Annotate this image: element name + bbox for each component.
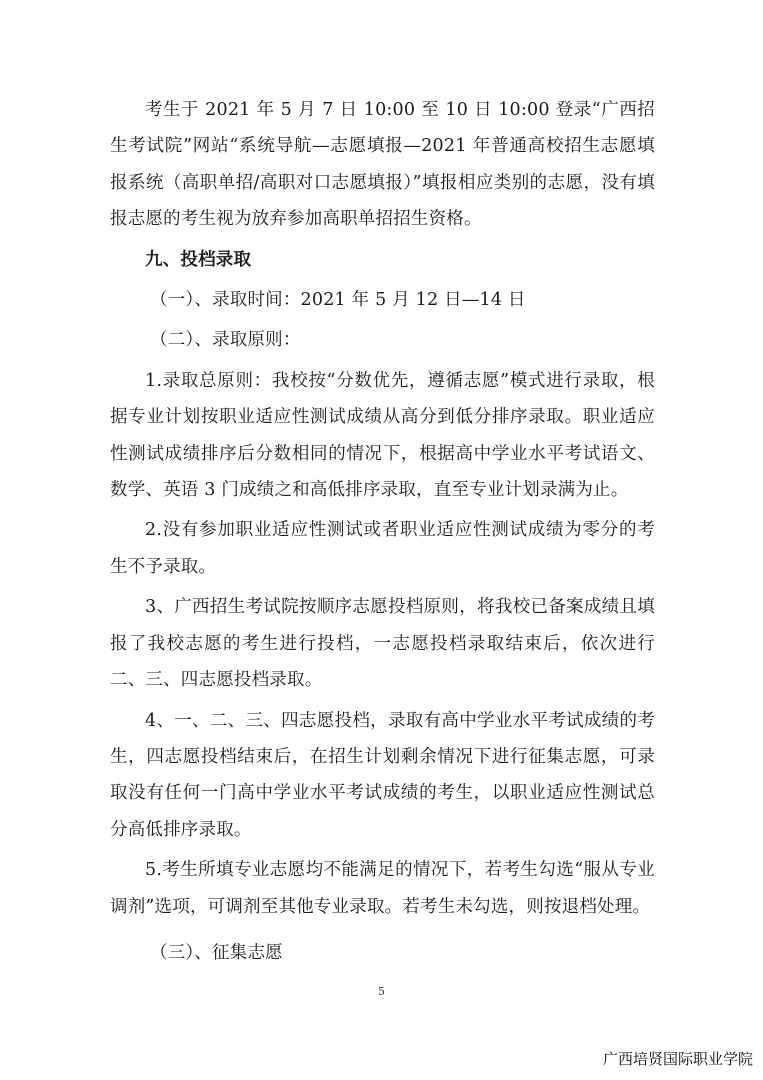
rule-2: 2.没有参加职业适应性测试或者职业适应性测试成绩为零分的考生不予录取。 [110,520,655,577]
document-body [110,92,655,975]
rule-5: 5.考生所填专业志愿均不能满足的情况下，若考生勾选“服从专业调剂”选项，可调剂至其他专业录取。若考生未勾选，则按退档处理。 [110,860,655,917]
watermark-text: 广西培贤国际职业学院 [602,1050,753,1068]
section-heading: 九、投档录取 [145,249,252,270]
supplementary-application-heading: （三）、征集志愿 [150,942,283,963]
rule-1: 1.录取总原则：我校按“分数优先，遵循志愿”模式进行录取，根据专业计划按职业适应性测试成绩从高分到低分排序录取。职业适应性测试成绩排序后分数相同的情况下，根据高中学业水平考试语文、数学、英语 3 门成绩之和高低排序录取，直至专业计划录满为止。 [110,370,655,501]
rule-3: 3、广西招生考试院按顺序志愿投档原则，将我校已备案成绩且填报了我校志愿的考生进行投档，一志愿投档录取结束后，依次进行二、三、四志愿投档录取。 [110,597,655,691]
page-number: 5 [378,985,385,998]
admission-principles-heading: （二）、录取原则： [150,330,301,351]
admission-time: （一）、录取时间：2021 年 5 月 12 日—14 日 [150,290,526,311]
rule-4: 4、一、二、三、四志愿投档，录取有高中学业水平考试成绩的考生，四志愿投档结束后，在招生计划剩余情况下进行征集志愿，可录取没有任何一门高中学业水平考试成绩的考生，以职业适应性测试总分高低排序录取。 [110,710,655,840]
registration-paragraph: 考生于 2021 年 5 月 7 日 10:00 至 10 日 10:00 登录“广西招生考试院”网站“系统导航—志愿填报—2021 年普通高校招生志愿填报系统（高职单招/高职对口志愿填报）”填报相应类别的志愿，没有填报志愿的考生视为放弃参加高职单招招生资格。 [110,100,655,230]
